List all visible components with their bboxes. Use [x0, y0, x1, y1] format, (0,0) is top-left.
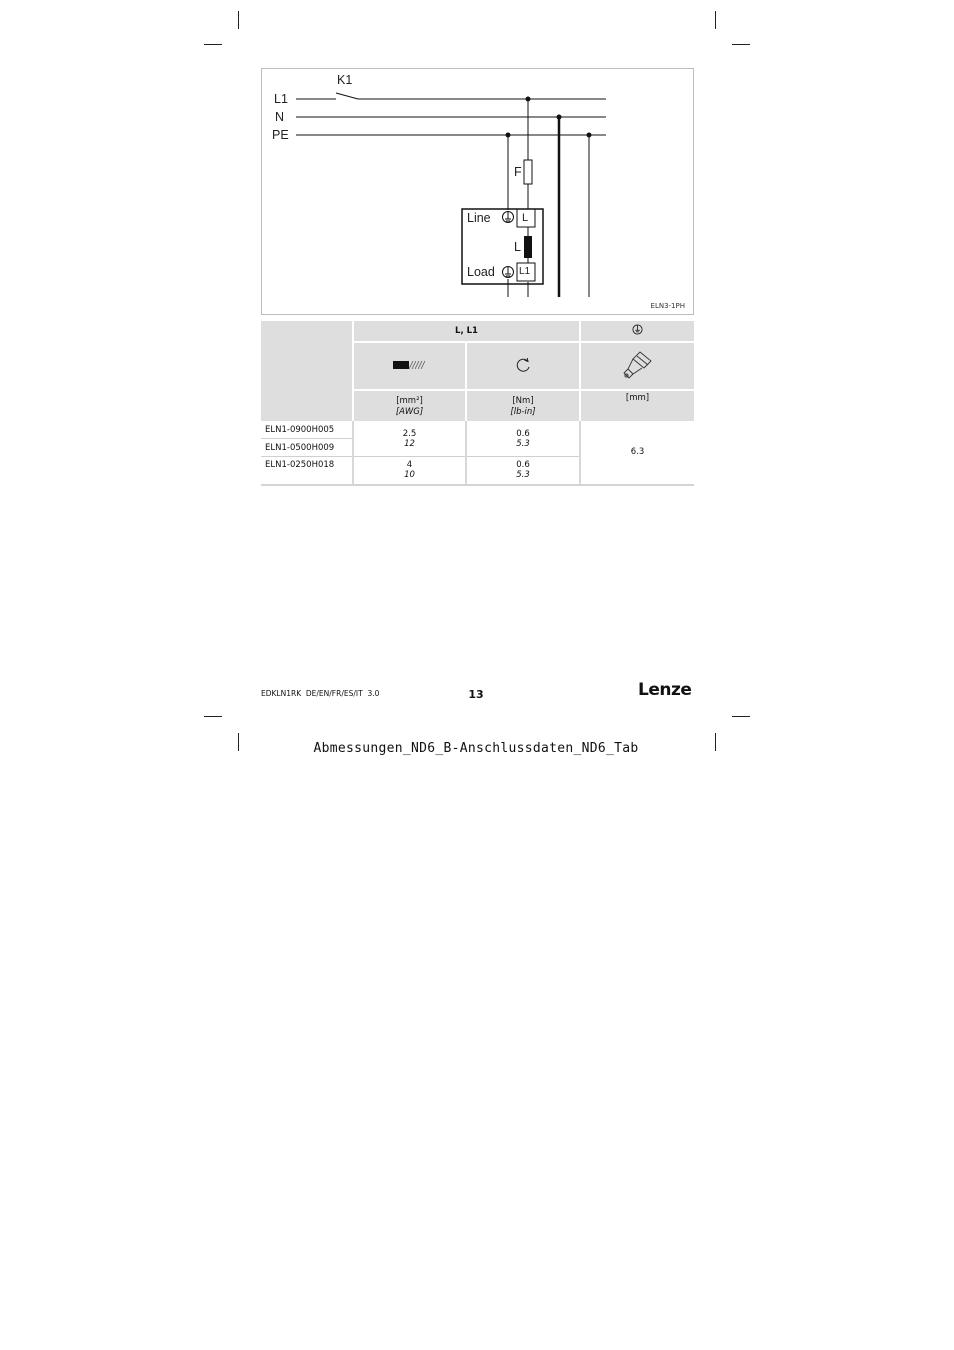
wire-cross-section-icon	[392, 359, 428, 371]
ring-terminal-icon	[620, 347, 656, 383]
document-id: EDKLN1RK DE/EN/FR/ES/IT 3.0	[261, 689, 380, 698]
unit-nm: [Nm]	[512, 396, 534, 406]
torque-rotation-icon	[514, 356, 532, 374]
brand-logo: Lenze	[638, 680, 692, 700]
terminal-icon-cell	[580, 342, 694, 390]
terminal-l1-label: L1	[519, 266, 531, 277]
crop-mark	[732, 716, 750, 717]
wiring-diagram	[261, 68, 694, 315]
cross-section-value	[353, 421, 466, 457]
value-nm: 0.6	[516, 460, 530, 471]
page-number: 13	[468, 688, 484, 701]
unit-lbin: [lb-in]	[510, 407, 536, 417]
table-row-type: ELN1-0250H018	[261, 457, 353, 485]
ground-header	[580, 321, 694, 342]
source-filename: Abmessungen_ND6_B-Anschlussdaten_ND6_Tab	[313, 741, 639, 756]
torque-value	[466, 457, 580, 485]
value-lbin: 5.3	[516, 470, 530, 481]
line-label-l1: L1	[274, 92, 288, 106]
ground-terminal-icon	[632, 324, 643, 335]
pe-length-value: 6.3	[580, 421, 694, 485]
unit-awg: [AWG]	[395, 407, 424, 417]
value-mm2: 2.5	[402, 428, 417, 439]
group-header: L, L1	[353, 321, 580, 342]
torque-value	[466, 421, 580, 457]
figure-code: ELN3-1PH	[650, 302, 685, 310]
crop-mark	[732, 44, 750, 45]
terminal-l-label: L	[522, 212, 529, 224]
unit-mm2: [mm²]	[396, 396, 423, 406]
value-mm2: 4	[406, 460, 413, 471]
contactor-label: K1	[337, 73, 353, 87]
value-awg: 12	[404, 438, 415, 449]
crop-mark	[204, 44, 222, 45]
table-row-type: ELN1-0500H009	[261, 439, 353, 457]
cross-section-icon-cell	[353, 342, 466, 390]
fuse-label: F	[514, 165, 522, 179]
table-row-type: ELN1-0900H005	[265, 424, 335, 435]
value-awg: 10	[404, 470, 415, 481]
crop-mark	[238, 11, 239, 29]
line-side-label: Line	[467, 211, 491, 225]
length-unit: [mm]	[580, 390, 694, 421]
torque-icon-cell	[466, 342, 580, 390]
choke-label: L	[514, 240, 521, 254]
connection-data-table	[261, 321, 694, 486]
crop-mark	[715, 733, 716, 751]
value-lbin: 5.3	[516, 438, 530, 449]
crop-mark	[238, 733, 239, 751]
cross-section-value	[353, 457, 466, 485]
torque-unit	[466, 390, 580, 421]
value-nm: 0.6	[516, 428, 530, 439]
line-label-pe: PE	[272, 128, 289, 142]
crop-mark	[204, 716, 222, 717]
load-side-label: Load	[467, 265, 495, 279]
crop-mark	[715, 11, 716, 29]
table-corner	[261, 321, 353, 421]
line-label-n: N	[275, 110, 285, 124]
cross-section-unit	[353, 390, 466, 421]
